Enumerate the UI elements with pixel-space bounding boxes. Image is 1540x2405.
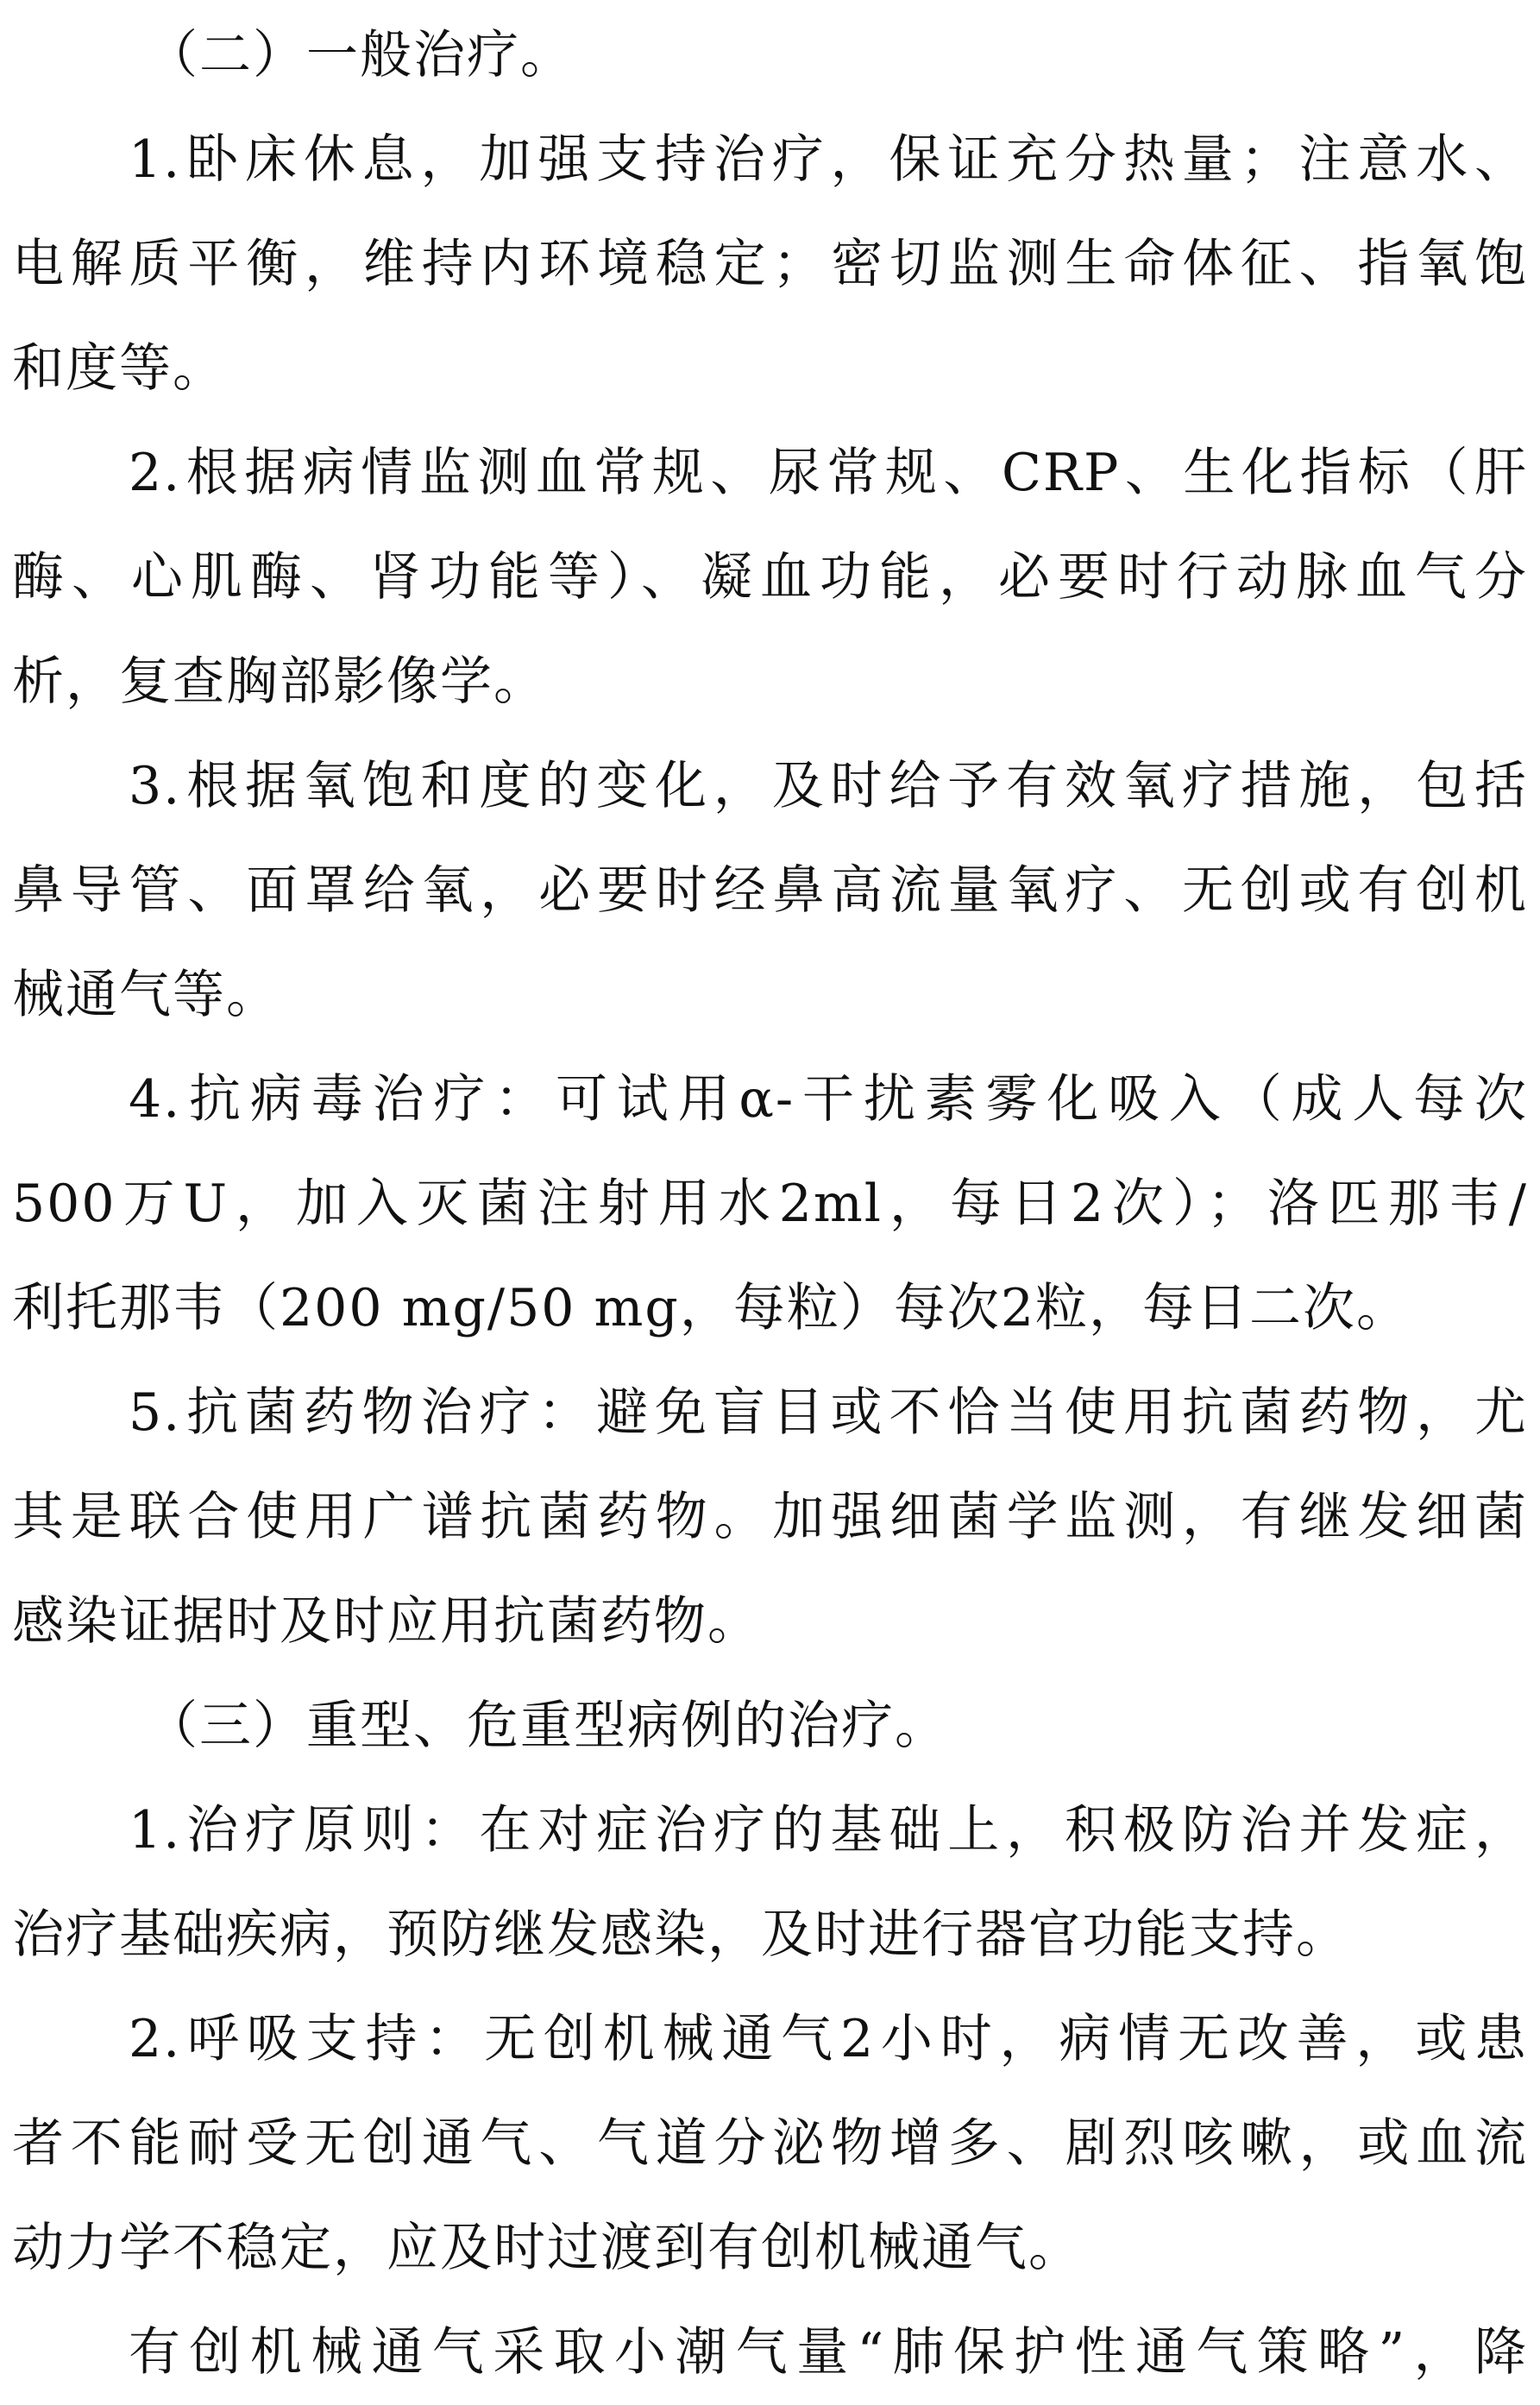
section-heading: （三）重型、危重型病例的治疗。 xyxy=(146,1696,948,1756)
section-heading: （二）一般治疗。 xyxy=(146,25,574,85)
paragraph-line: 治疗基础疾病，预防继发感染，及时进行器官功能支持。 xyxy=(12,1904,1349,1965)
paragraph-line: 1.卧床休息，加强支持治疗，保证充分热量；注意水、 xyxy=(129,129,1528,190)
paragraph-line: 2.呼吸支持：无创机械通气2小时，病情无改善，或患 xyxy=(129,2009,1528,2069)
paragraph-line: 者不能耐受无创通气、气道分泌物增多、剧烈咳嗽，或血流 xyxy=(12,2113,1528,2174)
paragraph-line: 4.抗病毒治疗：可试用α-干扰素雾化吸入（成人每次 xyxy=(129,1069,1528,1130)
paragraph-line: 和度等。 xyxy=(12,338,226,399)
paragraph-line: 酶、心肌酶、肾功能等）、凝血功能，必要时行动脉血气分 xyxy=(12,547,1528,608)
paragraph-line: 析，复查胸部影像学。 xyxy=(12,652,547,712)
paragraph-line: 感染证据时及时应用抗菌药物。 xyxy=(12,1591,761,1652)
paragraph-line: 500万U，加入灭菌注射用水2ml，每日2次）；洛匹那韦/ xyxy=(12,1174,1528,1234)
paragraph-line: 动力学不稳定，应及时过渡到有创机械通气。 xyxy=(12,2218,1082,2278)
paragraph-line: 利托那韦（200 mg/50 mg，每粒）每次2粒，每日二次。 xyxy=(12,1278,1411,1338)
paragraph-line: 械通气等。 xyxy=(12,965,280,1025)
paragraph-line: 鼻导管、面罩给氧，必要时经鼻高流量氧疗、无创或有创机 xyxy=(12,860,1528,921)
paragraph-line: 其是联合使用广谱抗菌药物。加强细菌学监测，有继发细菌 xyxy=(12,1487,1528,1547)
paragraph-line: 3.根据氧饱和度的变化，及时给予有效氧疗措施，包括 xyxy=(129,756,1528,816)
paragraph-line: 电解质平衡，维持内环境稳定；密切监测生命体征、指氧饱 xyxy=(12,234,1528,294)
paragraph-line: 1.治疗原则：在对症治疗的基础上，积极防治并发症， xyxy=(129,1800,1528,1860)
paragraph-line: 2.根据病情监测血常规、尿常规、CRP、生化指标（肝 xyxy=(129,443,1528,503)
paragraph-line: 5.抗菌药物治疗：避免盲目或不恰当使用抗菌药物，尤 xyxy=(129,1382,1528,1443)
paragraph-line: 有创机械通气采取小潮气量“肺保护性通气策略”，降 xyxy=(129,2322,1528,2383)
